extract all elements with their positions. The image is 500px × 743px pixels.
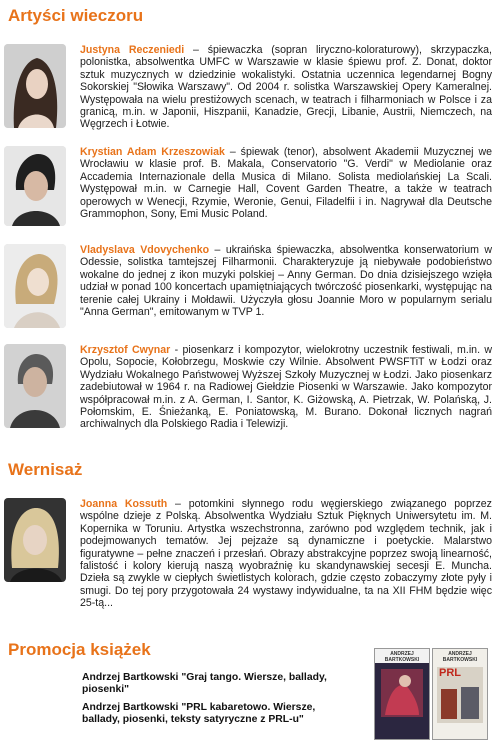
cover-author-text: ANDRZEJ BARTKOWSKI	[442, 651, 478, 663]
artist-name: Vladyslava Vdovychenko	[80, 244, 210, 256]
artist-name: Krystian Adam Krzeszowiak	[80, 146, 225, 158]
artist-photo	[4, 146, 66, 226]
artist-bio: – potomkini słynnego rodu węgierskiego związanego poprzez wspólne dzieje z Polską. Absolwentka Wydziału Sztuk Pięknych Uniwersytetu im. M. Kopernika w Toruniu. Artystka wszechstronna, zarówno pod względem technik, jak i podejmowanych tematów. Jej pejzaże są dynamiczne i poetyckie. Malarstwo figuratywne – pełne znaczeń i przesłań. Obrazy abstrakcyjne poprzez swoją linearność, falistość i kolory kierują naszą wyobraźnię ku skandynawskiej secesji E. Muncha. Dzieła są zwykle w ciepłych świetlistych kolorach, gdzie często zobaczymy złote pyły i smugi. Do tej pory przygotowała 24 wystawy indywidualne, ta na XII FHM będzie więc 25-tą...	[80, 498, 492, 610]
book-cover-2	[432, 648, 488, 740]
artist-name: Justyna Reczeniedi	[80, 44, 185, 56]
book-title-1: Andrzej Bartkowski "Graj tango. Wiersze, ballady, piosenki"	[82, 672, 327, 696]
section-heading-artists: Artyści wieczoru	[8, 6, 144, 25]
artist-photo	[4, 344, 66, 428]
artist-bio: – śpiewaczka (sopran liryczno-koloraturowy), skrzypaczka, polonistka, absolwentka UMFC w Warszawie w klasie śpiewu prof. Z. Donat, doktor sztuk muzycznych w dziedzinie wokalistyki. Ostatnia uczennica legendarnej Bogny Sokorskiej "Słowika Warszawy". Od 2004 r. solistka Warszawskiej Opery Kameralnej. Występowała na wielu prestiżowych scenach, w teatrach i filharmoniach w Polsce i za granicą, m.in. w Japonii, Hiszpanii, Kanadzie, Grecji, Libanie, Austrii, Niemczech, na Węgrzech i Łotwie.	[80, 44, 492, 131]
artist-bio: - piosenkarz i kompozytor, wielokrotny uczestnik festiwali, m.in. w Opolu, Sopocie, Kołobrzegu, Moskwie czy Wilnie. Absolwent PWSFTiT w Łodzi oraz Wydziału Wokalnego Państwowej Wyższej Szkoły Muzycznej w Łodzi. Jako piosenkarz zadebiutował w 1964 r. na Radiowej Giełdzie Piosenki w Warszawie. Jako kompozytor współpracował m.in. z A. German, I. Santor, K. Giżowską, A. Pietrzak, W. Polańską, J. Połomskim, E. Śnieżanką, E. Poniatowską, M. Burano. Dokonał licznych nagrań archiwalnych dla Polskiego Radia i Telewizji.	[80, 344, 493, 431]
cover-author-text: ANDRZEJ BARTKOWSKI	[384, 651, 420, 663]
cover-title-text: PRL	[439, 667, 461, 679]
artist-name: Joanna Kossuth	[80, 498, 168, 510]
section-heading-books: Promocja książek	[8, 640, 151, 659]
artist-photo	[4, 244, 66, 328]
artist-photo	[4, 498, 66, 582]
book-cover-1	[374, 648, 430, 740]
artist-name: Krzysztof Cwynar	[80, 344, 171, 356]
artist-photo	[4, 44, 66, 128]
section-heading-vernissage: Wernisaż	[8, 460, 83, 479]
artist-bio: – śpiewak (tenor), absolwent Akademii Muzycznej we Wrocławiu w klasie prof. B. Makala, Conservatorio "G. Verdi" w Mediolanie oraz Accademia Internazionale della Musica di Milano. Solista mediolańskiej La Scali. Występował m.in. w Carnegie Hall, Covent Garden Theatre, a także w teatrach operowych w Wenecji, Rzymie, Weronie, Genui, Filadelfii i in. Nagrywał dla Deutsche Grammophon, Sony, Emi Music Poland.	[80, 146, 493, 221]
book-title-2: Andrzej Bartkowski "PRL kabaretowo. Wiersze, ballady, piosenki, teksty satyryczne z PRL-u"	[82, 702, 316, 726]
artist-bio: – ukraińska śpiewaczka, absolwentka konserwatorium w Odessie, solistka tamtejszej Filharmonii. Charakteryzuje ją niebywałe podobieństwo wokalne do jednej z ikon muzyki polskiej – Anny German. Do dnia dzisiejszego wzięła udział w ponad 100 koncertach upamiętniających twórczość piosenkarki, występując na terenie całej Ukrainy i Mołdawii. Użyczyła głosu Joannie Moro w popularnym serialu "Anna German", emitowanym w TVP 1.	[80, 244, 493, 319]
